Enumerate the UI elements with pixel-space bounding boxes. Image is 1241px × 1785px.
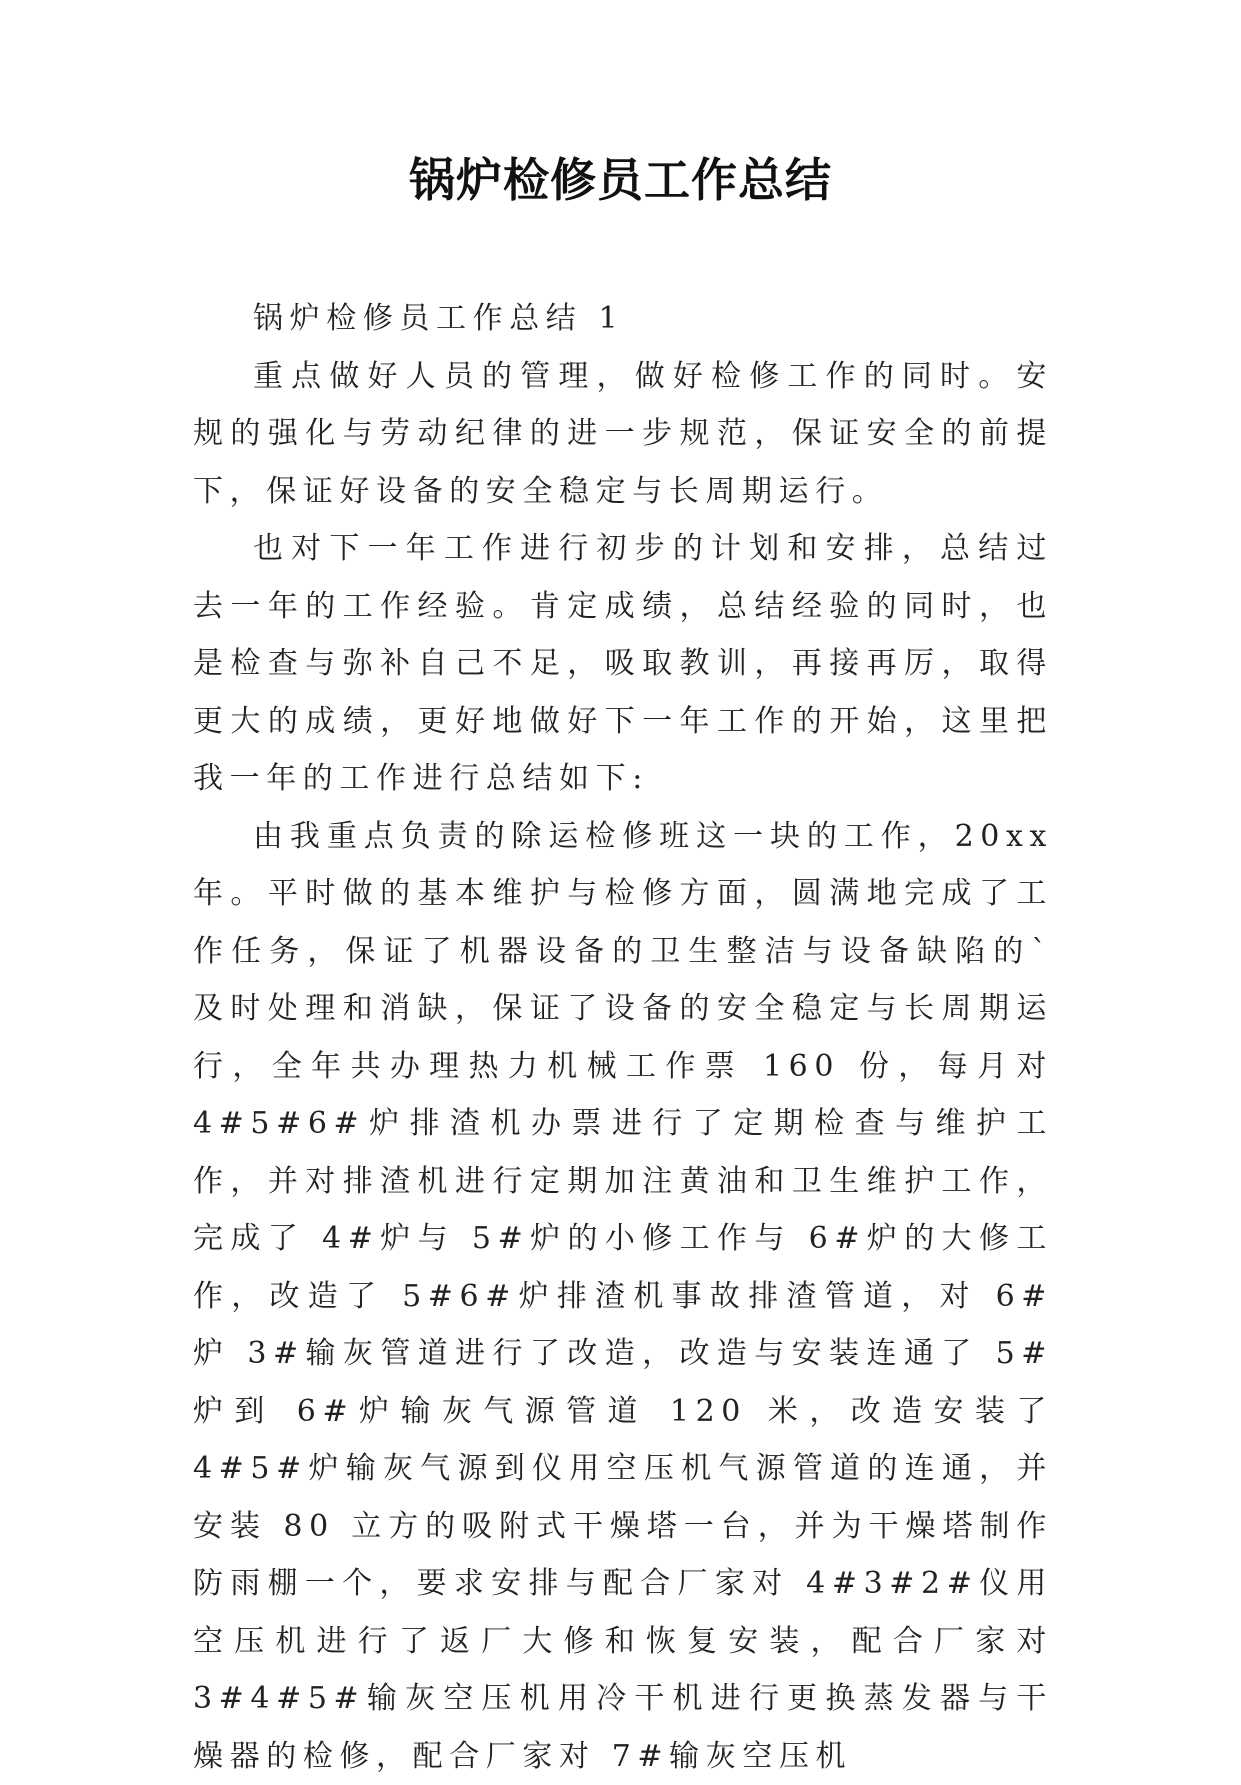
paragraph-1: 重点做好人员的管理，做好检修工作的同时。安规的强化与劳动纪律的进一步规范，保证安全的前提下，保证好设备的安全稳定与长周期运行。 [193,348,1053,521]
document-body [193,290,1053,1785]
document-title: 锅炉检修员工作总结 [0,150,1241,210]
paragraph-3: 由我重点负责的除运检修班这一块的工作，20xx 年。平时做的基本维护与检修方面，圆满地完成了工作任务，保证了机器设备的卫生整洁与设备缺陷的`及时处理和消缺，保证了设备的安全稳定与长周期运行，全年共办理热力机械工作票 160 份，每月对 4#5#6#炉排渣机办票进行了定期检查与维护工作，并对排渣机进行定期加注黄油和卫生维护工作，完成了 4#炉与 5#炉的小修工作与 6#炉的大修工作，改造了 5#6#炉排渣机事故排渣管道，对 6#炉 3#输灰管道进行了改造，改造与安装连通了 5#炉到 6#炉输灰气源管道 120 米，改造安装了 4#5#炉输灰气源到仪用空压机气源管道的连通，并安装 80 立方的吸附式干燥塔一台，并为干燥塔制作防雨棚一个，要求安排与配合厂家对 4#3#2#仪用空压机进行了返厂大修和恢复安装，配合厂家对 3#4#5#输灰空压机用冷干机进行更换蒸发器与干燥器的检修，配合厂家对 7#输灰空压机 [193,808,1053,1785]
paragraph-2: 也对下一年工作进行初步的计划和安排，总结过去一年的工作经验。肯定成绩，总结经验的同时，也是检查与弥补自己不足，吸取教训，再接再厉，取得更大的成绩，更好地做好下一年工作的开始，这里把我一年的工作进行总结如下: [193,520,1053,808]
section-heading: 锅炉检修员工作总结 1 [193,290,1053,348]
